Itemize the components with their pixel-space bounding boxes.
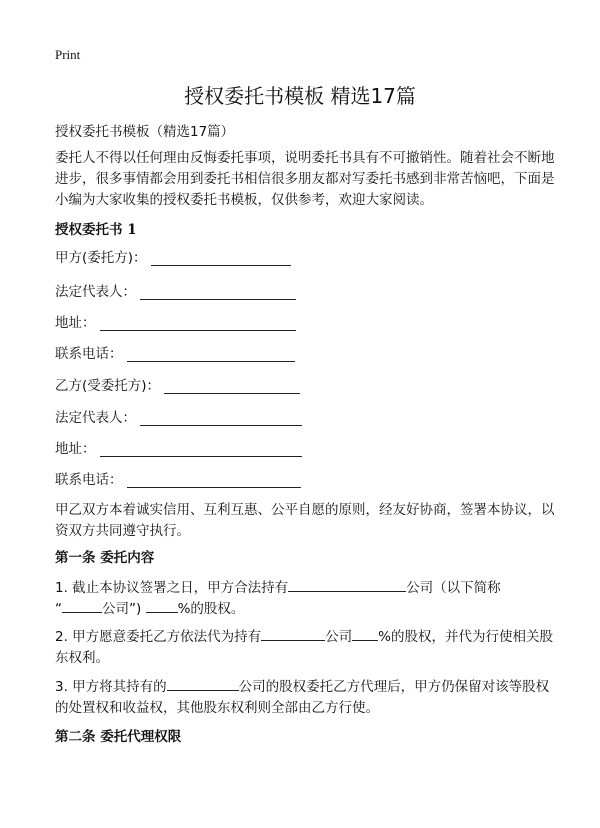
field-address-b — [55, 437, 302, 457]
blank-line[interactable] — [127, 473, 301, 488]
text: %的股权，并代为行使相关股东权利。 — [55, 629, 553, 666]
field-label: 联系电话： — [55, 472, 123, 488]
blank-line[interactable] — [100, 316, 296, 331]
field-label: 法定代表人： — [55, 410, 136, 426]
text: 公司的股权委托乙方代理后，甲方仍保留对该等股权的处置权和收益权，其他股东权利则全部由乙方行使。 — [55, 679, 550, 716]
page-title: 授权委托书模板 精选17篇 — [184, 84, 416, 108]
field-address-a — [55, 311, 296, 331]
intro-paragraph: 委托人不得以任何理由反悔委托事项，说明委托书具有不可撤销性。随着社会不断地进步，很多事情都会用到委托书相信很多朋友都对写委托书感到非常苦恼吧，下面是小编为大家收集的授权委托书模板，仅供参考，欢迎大家阅读。 — [55, 150, 555, 208]
field-legal-rep-b — [55, 406, 302, 426]
agreement-paragraph: 甲乙双方本着诚实信用、互利互惠、公平自愿的原则，经友好协商，签署本协议，以资双方共同遵守执行。 — [55, 502, 555, 539]
field-label: 法定代表人： — [55, 284, 136, 300]
field-party-a — [55, 246, 291, 266]
field-legal-rep-a — [55, 280, 296, 300]
blank-line[interactable] — [288, 579, 406, 592]
text: 公司（以下简称 — [406, 580, 501, 596]
field-party-b — [55, 374, 300, 394]
item-2 — [55, 627, 555, 669]
blank-line[interactable] — [62, 600, 102, 613]
field-label: 联系电话： — [55, 346, 123, 362]
article-heading: 第一条 委托内容 — [55, 550, 155, 566]
blank-line[interactable] — [140, 411, 302, 426]
article-heading: 第二条 委托代理权限 — [55, 729, 182, 745]
field-phone-b — [55, 468, 301, 488]
item-3 — [55, 677, 555, 719]
blank-line[interactable] — [146, 600, 178, 613]
blank-line[interactable] — [151, 251, 291, 266]
blank-line[interactable] — [261, 628, 325, 641]
field-label: 地址： — [55, 315, 96, 331]
field-label: 地址： — [55, 441, 96, 457]
field-label: 乙方(受委托方)： — [55, 378, 161, 394]
text: “ — [55, 601, 62, 617]
text: 3. 甲方将其持有的 — [55, 679, 167, 695]
blank-line[interactable] — [167, 678, 239, 691]
blank-line[interactable] — [140, 285, 296, 300]
blank-line[interactable] — [352, 628, 378, 641]
text: 1. 截止本协议签署之日，甲方合法持有 — [55, 580, 289, 596]
blank-line[interactable] — [164, 379, 300, 394]
text: %的股权。 — [177, 601, 245, 617]
print-link[interactable]: Print — [55, 47, 81, 62]
text: 公司 — [325, 629, 353, 645]
field-label: 甲方(委托方)： — [55, 250, 147, 266]
item-1 — [55, 578, 555, 620]
text: 2. 甲方愿意委托乙方依法代为持有 — [55, 629, 262, 645]
blank-line[interactable] — [100, 442, 302, 457]
field-phone-a — [55, 342, 295, 362]
section-heading: 授权委托书 1 — [55, 222, 137, 238]
text: 公司”) — [102, 601, 142, 617]
subtitle: 授权委托书模板（精选17篇） — [55, 124, 235, 140]
blank-line[interactable] — [127, 347, 295, 362]
